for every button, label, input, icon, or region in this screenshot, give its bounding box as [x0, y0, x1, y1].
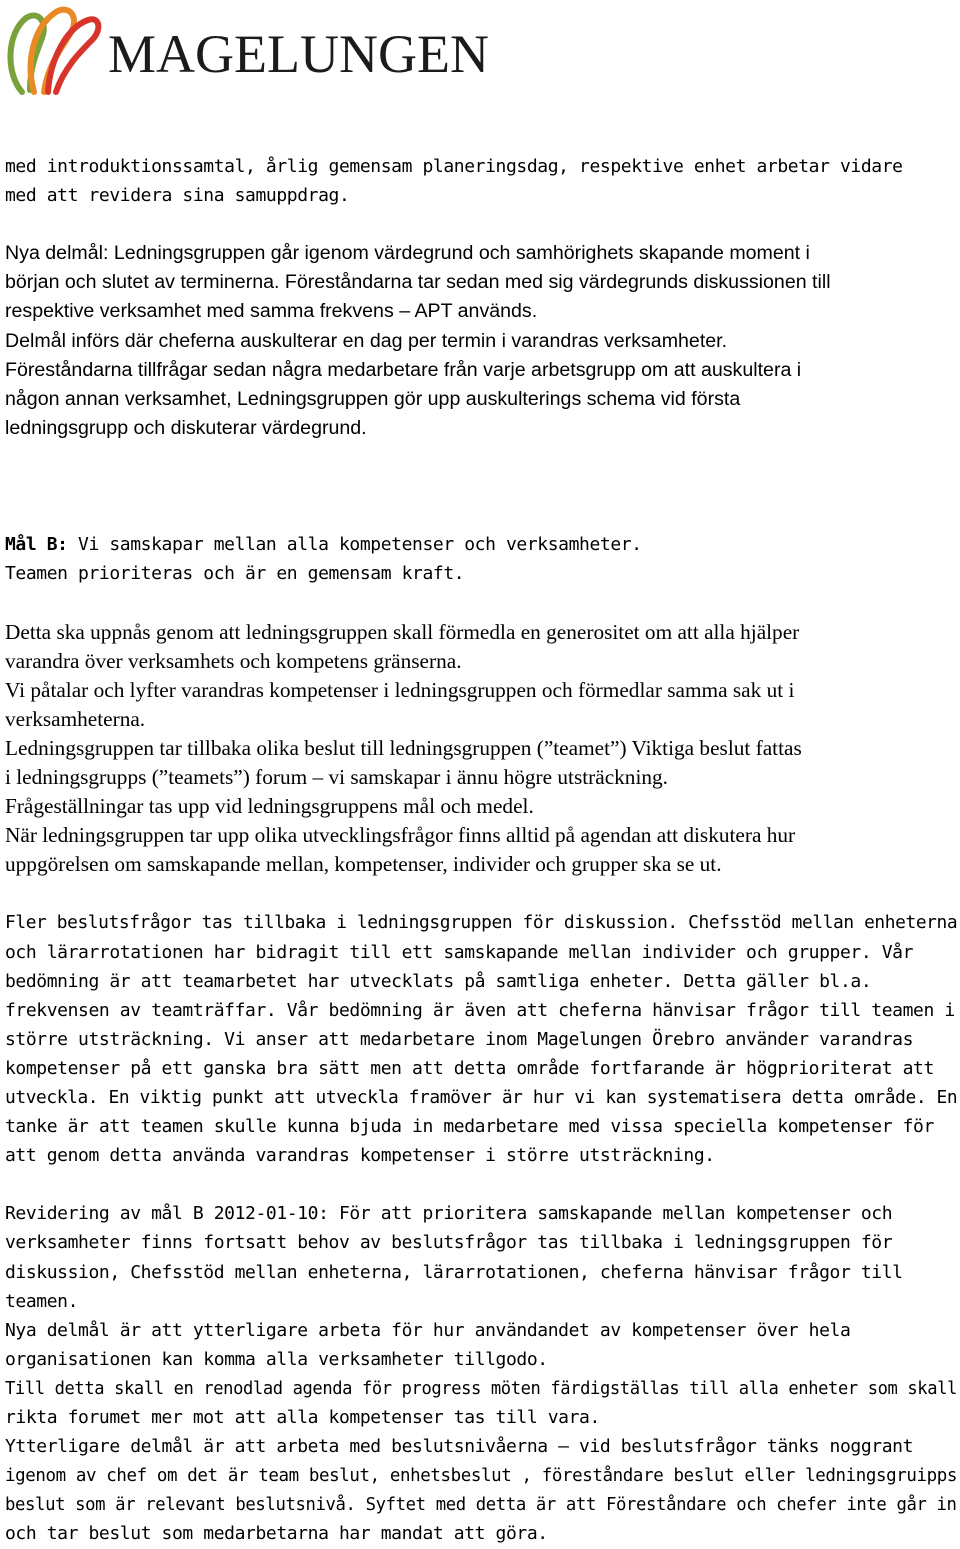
text-line: beslut som är relevant beslutsnivå. Syftet med detta är att Föreståndare och chefer inte går in — [5, 1494, 957, 1516]
text-line: och lärarrotationen har bidragit till ett samskapande mellan individer och grupper. Vår — [5, 941, 914, 963]
text-line: Till detta skall en renodlad agenda för progress möten färdigställas till alla enheter som skall — [5, 1377, 957, 1399]
text-line: Föreståndarna tillfrågar sedan några medarbetare från varje arbetsgrupp om att auskultera i — [5, 358, 802, 381]
logo-wordmark: MAGELUNGEN — [108, 24, 489, 84]
text-line: med introduktionssamtal, årlig gemensam planeringsdag, respektive enhet arbetar vidare — [5, 156, 903, 177]
text-line: bedömning är att teamarbetet har utvecklats på samtliga enheter. Detta gäller bl.a. — [5, 970, 872, 992]
text-line: Fler beslutsfrågor tas tillbaka i ledningsgruppen för diskussion. Chefsstöd mellan enheterna — [5, 912, 958, 934]
text-line: någon annan verksamhet, Ledningsgruppen gör upp auskulterings schema vid första — [5, 387, 741, 410]
new-subgoals-paragraph — [5, 239, 957, 443]
text-line: att genom detta använda varandras kompetenser i större utsträckning. — [5, 1145, 715, 1167]
text-line: respektive verksamhet med samma frekvens – APT används. — [5, 300, 538, 323]
text-line: verksamheterna. — [5, 706, 146, 731]
text-line — [5, 530, 957, 559]
text-line: Frågeställningar tas upp vid ledningsgruppens mål och medel. — [5, 794, 534, 819]
magelungen-logo-mark-icon — [4, 4, 102, 96]
magelungen-logo — [4, 4, 504, 96]
text-line: Teamen prioriteras och är en gemensam kraft. — [5, 563, 465, 585]
text-line: diskussion, Chefsstöd mellan enheterna, lärarrotationen, cheferna hänvisar frågor till — [5, 1261, 903, 1283]
text-line: igenom av chef om det är team beslut, enhetsbeslut , föreståndare beslut eller ledningsgruipps — [5, 1465, 958, 1487]
text-line: Nya delmål: Ledningsgruppen går igenom värdegrund och samhörighets skapande moment i — [5, 242, 810, 265]
text-line: När ledningsgruppen tar upp olika utvecklingsfrågor finns alltid på agendan att diskutera hur — [5, 823, 796, 848]
text-line: med att revidera sina samuppdrag. — [5, 185, 350, 207]
text-line: uppgörelsen om samskapande mellan, kompetenser, individer och grupper ska se ut. — [5, 852, 722, 877]
goal-b-text: Vi samskapar mellan alla kompetenser och verksamheter. — [67, 534, 642, 556]
text-line: större utsträckning. Vi anser att medarbetare inom Magelungen Örebro använder varandras — [5, 1028, 914, 1050]
text-line: ledningsgrupp och diskuterar värdegrund. — [5, 416, 367, 439]
text-line: teamen. — [5, 1290, 79, 1312]
text-line: Nya delmål är att ytterligare arbeta för hur användandet av kompetenser över hela — [5, 1319, 851, 1341]
text-line: tanke är att teamen skulle kunna bjuda in medarbetare med vissa speciella kompetenser för — [5, 1116, 934, 1138]
goal-b-heading — [5, 530, 957, 588]
document-body — [5, 152, 957, 1549]
text-line: i ledningsgrupps (”teamets”) forum – vi samskapar i ännu högre utsträckning. — [5, 764, 668, 789]
intro-paragraph — [5, 152, 957, 210]
text-line: frekvensen av teamträffar. Vår bedömning är även att cheferna hänvisar frågor till teamen i — [5, 999, 955, 1021]
text-line: Delmål införs där cheferna auskulterar en dag per termin i varandras verksamheter. — [5, 329, 728, 352]
text-line: verksamheter finns fortsatt behov av beslutsfrågor tas tillbaka i ledningsgruppen för — [5, 1232, 893, 1254]
text-line: början och slutet av terminerna. Föreståndarna tar sedan med sig värdegrunds diskussionen till — [5, 271, 831, 294]
assessment-paragraph — [5, 908, 957, 1170]
text-line: kompetenser på ett ganska bra sätt men att detta område fortfarande är högprioriterat att — [5, 1057, 934, 1079]
goal-b-means-paragraph — [5, 618, 957, 880]
text-line: organisationen kan komma alla verksamheter tillgodo. — [5, 1348, 548, 1370]
text-line: rikta forumet mer mot att alla kompetenser tas till vara. — [5, 1407, 600, 1429]
text-line: Revidering av mål B 2012-01-10: För att prioritera samskapande mellan kompetenser och — [5, 1203, 893, 1225]
text-line: Ytterligare delmål är att arbeta med beslutsnivåerna – vid beslutsfrågor tänks noggrant — [5, 1436, 914, 1458]
goal-b-label: Mål B: — [5, 534, 68, 556]
text-line: och tar beslut som medarbetarna har mandat att göra. — [5, 1523, 548, 1545]
revision-paragraph — [5, 1199, 957, 1548]
text-line: Vi påtalar och lyfter varandras kompetenser i ledningsgruppen och förmedlar samma sak ut i — [5, 677, 795, 702]
text-line: Ledningsgruppen tar tillbaka olika beslut till ledningsgruppen (”teamet”) Viktiga beslut fattas — [5, 735, 802, 760]
text-line: varandra över verksamhets och kompetens gränserna. — [5, 648, 462, 673]
text-line: Detta ska uppnås genom att ledningsgruppen skall förmedla en generositet om att alla hjälper — [5, 619, 800, 644]
text-line: utveckla. En viktig punkt att utveckla framöver är hur vi kan systematisera detta område. En — [5, 1087, 958, 1109]
